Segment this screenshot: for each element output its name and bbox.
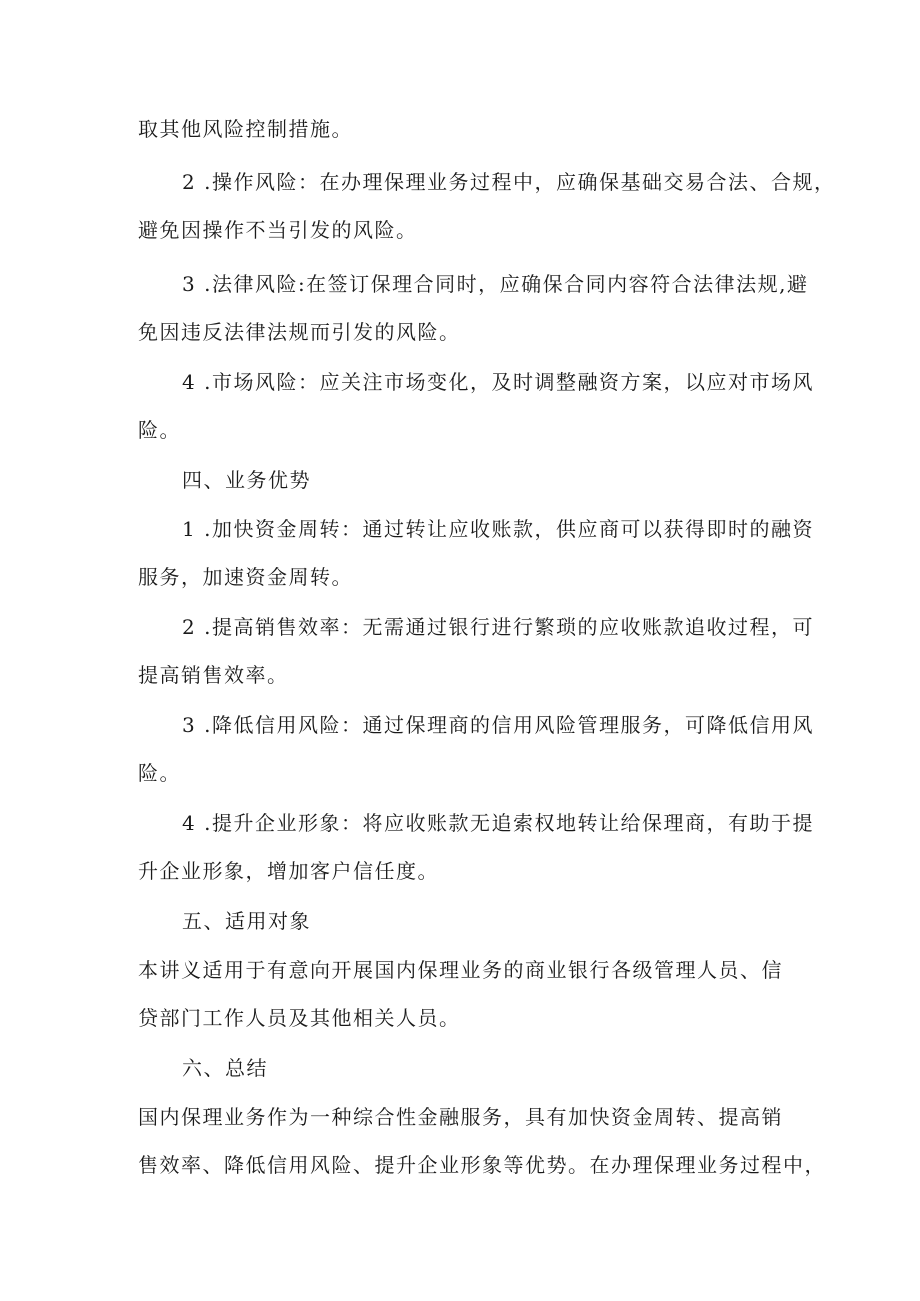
paragraph-sales-efficiency — [138, 603, 814, 699]
text-line: 升企业形象，增加客户信任度。 — [138, 859, 439, 883]
text-line: 售效率、降低信用风险、提升企业形象等优势。在办理保理业务过程中， — [138, 1153, 826, 1177]
text-line: 3 .法律风险:在签订保理合同时，应确保合同内容符合法律法规,避 — [182, 272, 809, 296]
section-heading: 五、适用对象 — [182, 909, 311, 933]
paragraph-market-risk — [138, 358, 814, 454]
text-line: 3 .降低信用风险：通过保理商的信用风险管理服务，可降低信用风 — [182, 713, 814, 737]
text-line: 2 .操作风险：在办理保理业务过程中，应确保基础交易合法、合规， — [182, 170, 836, 194]
text-line: 1 .加快资金周转：通过转让应收账款，供应商可以获得即时的融资 — [182, 517, 814, 541]
text-line: 避免因操作不当引发的风险。 — [138, 218, 418, 242]
text-line: 险。 — [138, 761, 181, 785]
text-line: 国内保理业务作为一种综合性金融服务，具有加快资金周转、提高销 — [138, 1105, 783, 1129]
text-line: 取其他风险控制措施。 — [138, 117, 353, 141]
paragraph-risk-control-tail — [138, 105, 788, 153]
text-line: 提高销售效率。 — [138, 663, 289, 687]
section-heading: 四、业务优势 — [182, 468, 311, 492]
section-heading-business-advantages — [138, 456, 788, 504]
text-line: 4 .市场风险：应关注市场变化，及时调整融资方案，以应对市场风 — [182, 370, 814, 394]
section-heading: 六、总结 — [182, 1056, 268, 1080]
text-line: 险。 — [138, 418, 181, 442]
paragraph-corporate-image — [138, 799, 814, 895]
text-line: 贷部门工作人员及其他相关人员。 — [138, 1006, 461, 1030]
text-line: 本讲义适用于有意向开展国内保理业务的商业银行各级管理人员、信 — [138, 958, 783, 982]
paragraph-legal-risk — [138, 260, 809, 356]
text-line: 2 .提高销售效率：无需通过银行进行繁琐的应收账款追收过程，可 — [182, 615, 814, 639]
text-line: 4 .提升企业形象：将应收账款无追索权地转让给保理商，有助于提 — [182, 811, 814, 835]
text-line: 服务，加速资金周转。 — [138, 565, 353, 589]
paragraph-credit-risk — [138, 701, 814, 797]
paragraph-target-audience — [138, 946, 788, 1042]
paragraph-summary — [138, 1093, 826, 1189]
section-heading-summary — [138, 1044, 788, 1092]
section-heading-target-audience — [138, 897, 788, 945]
text-line: 免因违反法律法规而引发的风险。 — [138, 320, 461, 344]
paragraph-capital-turnover — [138, 505, 814, 601]
paragraph-operation-risk — [138, 158, 836, 254]
